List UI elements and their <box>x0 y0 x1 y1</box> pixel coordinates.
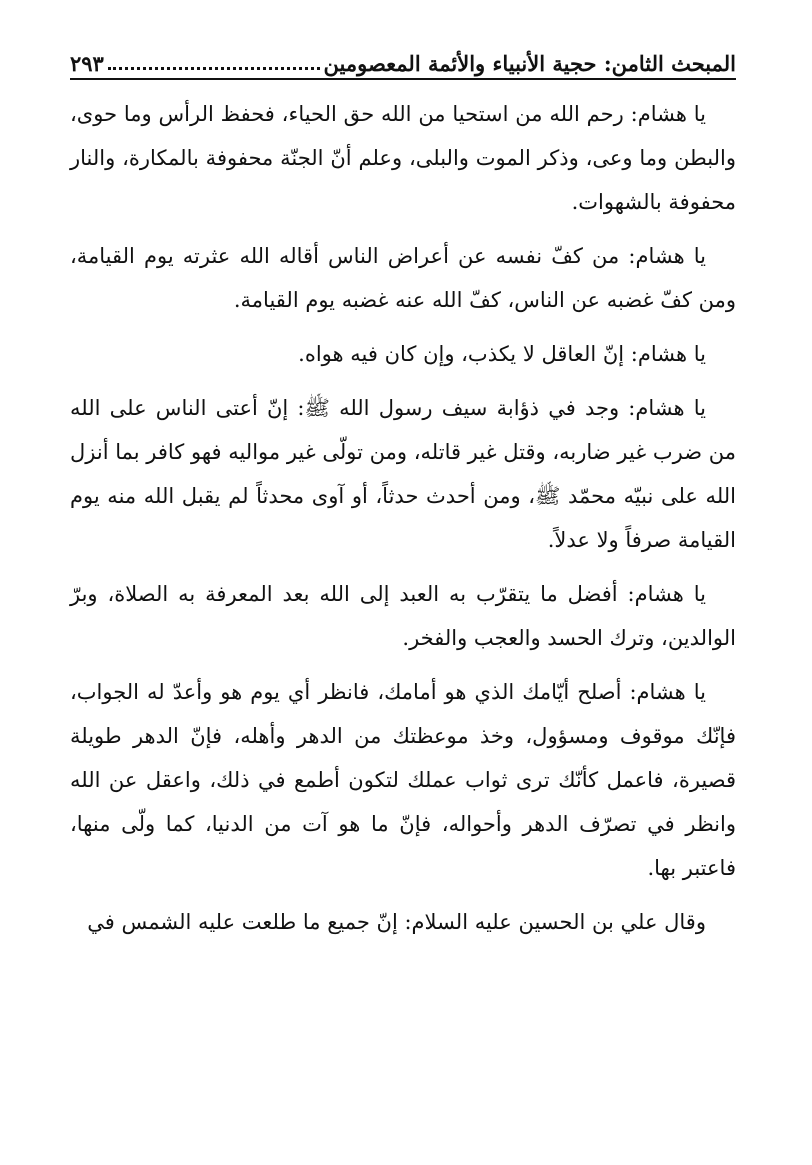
header-dot-leader <box>108 67 320 70</box>
paragraph-5: يا هشام: أفضل ما يتقرّب به العبد إلى الله بعد المعرفة به الصلاة، وبرّ الوالدين، وترك الحسد والعجب والفخر. <box>70 582 736 650</box>
page-number: ٢٩٣ <box>70 51 104 76</box>
chapter-title: المبحث الثامن: حجية الأنبياء والأئمة المعصومين <box>323 51 736 76</box>
running-header <box>70 36 736 80</box>
paragraph-2: يا هشام: من كفّ نفسه عن أعراض الناس أقاله الله عثرته يوم القيامة، ومن كفّ غضبه عن الناس، كفّ الله عنه غضبه يوم القيامة. <box>70 244 736 312</box>
paragraph-7: وقال علي بن الحسين عليه السلام: إنّ جميع ما طلعت عليه الشمس في <box>87 910 706 934</box>
page-body <box>70 92 736 944</box>
paragraph-1: يا هشام: رحم الله من استحيا من الله حق الحياء، فحفظ الرأس وما حوى، والبطن وما وعى، وذكر الموت والبلى، وعلم أنّ الجنّة محفوفة بالمكارة، والنار محفوفة بالشهوات. <box>70 102 736 214</box>
paragraph-3: يا هشام: إنّ العاقل لا يكذب، وإن كان فيه هواه. <box>298 342 706 366</box>
paragraph-4: يا هشام: وجد في ذؤابة سيف رسول الله ﷺ: إنّ أعتى الناس على الله من ضرب غير ضاربه، وقتل غير قاتله، ومن تولّى غير مواليه فهو كافر بما أنزل الله على نبيّه محمّد ﷺ، ومن أحدث حدثاً، أو آوى محدثاً لم يقبل الله منه يوم القيامة صرفاً ولا عدلاً. <box>70 396 737 552</box>
book-page <box>70 36 736 1145</box>
paragraph-6: يا هشام: أصلح أيّامك الذي هو أمامك، فانظر أي يوم هو وأعدّ له الجواب، فإنّك موقوف ومسؤول، وخذ موعظتك من الدهر وأهله، فإنّ الدهر طويلة قصيرة، فاعمل كأنّك ترى ثواب عملك لتكون أطمع في ذلك، واعقل عن الله وانظر في تصرّف الدهر وأحواله، فإنّ ما هو آت من الدنيا، كما ولّى منها، فاعتبر بها. <box>70 680 736 880</box>
